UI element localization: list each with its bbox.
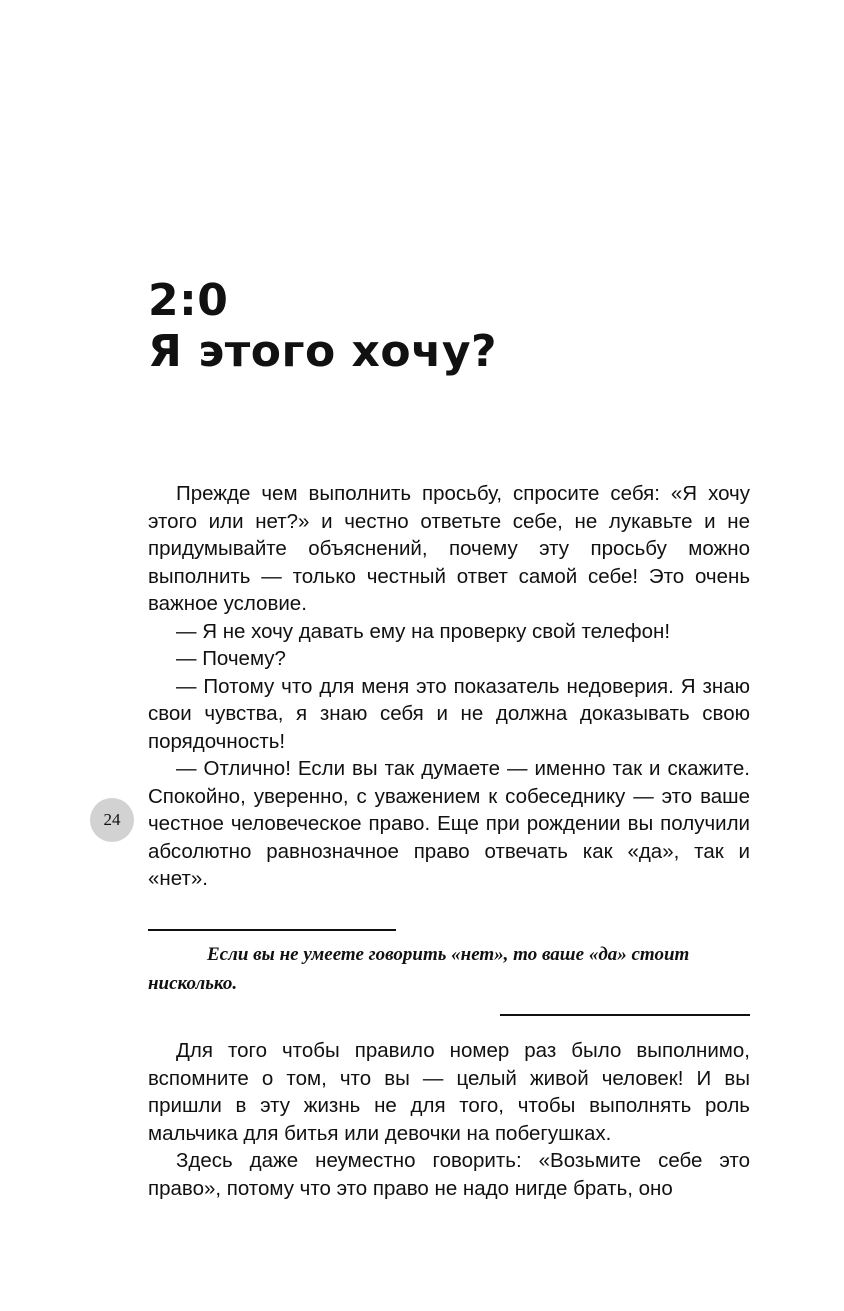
pull-quote-text: Если вы не умеете говорить «нет», то ваше «да» стоит нисколько. xyxy=(148,944,690,994)
quote-divider-top xyxy=(148,929,396,931)
page-number: 24 xyxy=(103,810,121,829)
paragraph: Для того чтобы правило номер раз было выполнимо, вспомните о том, что вы — целый живой человек! И вы пришли в эту жизнь не для того, чтобы выполнять роль мальчика для битья или девочки на побегушках. xyxy=(148,1039,750,1145)
chapter-title: Я этого хочу? xyxy=(148,326,498,377)
paragraph: Прежде чем выполнить просьбу, спросите себя: «Я хочу этого или нет?» и честно ответьте себе, не лукавьте и не придумывайте объяснений, почему эту просьбу можно выполнить — только честный ответ самой себе! Это очень важное условие. xyxy=(148,482,750,615)
dialogue-line: — Я не хочу давать ему на проверку свой телефон! xyxy=(176,619,671,643)
dialogue-line: — Потому что для меня это показатель недоверия. Я знаю свои чувства, я знаю себя и не должна доказывать свою порядочность! xyxy=(148,674,750,753)
dialogue-line: — Отлично! Если вы так думаете — именно так и скажите. Спокойно, уверенно, с уважением к собеседнику — это ваше честное человеческое право. Еще при рождении вы получили абсолютно равнозначное право отвечать как «да», так и «нет». xyxy=(148,757,750,890)
dialogue-line: — Почему? xyxy=(176,647,286,670)
pull-quote xyxy=(148,940,738,998)
page-number-badge xyxy=(90,798,134,842)
paragraph: Здесь даже неуместно говорить: «Возьмите себе это право», потому что это право не надо нигде брать, оно xyxy=(148,1149,750,1200)
chapter-number: 2:0 xyxy=(148,275,229,326)
body-text-section-1 xyxy=(148,480,750,893)
body-text-section-2 xyxy=(148,1037,750,1202)
quote-divider-bottom xyxy=(500,1014,750,1016)
